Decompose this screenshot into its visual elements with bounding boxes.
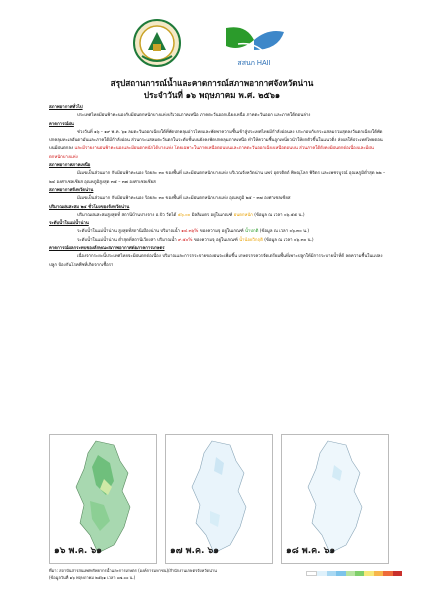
section-heading-river-level: ระดับน้ำในแม่น้ำน่าน: [49, 221, 89, 227]
source-footnote: [49, 567, 299, 581]
section-heading-rain24: ปริมาณฝนสะสม ๒๔ ชั่วโมงของจังหวัดน่าน: [49, 204, 130, 210]
section-text-agri: เนื่องจากระยะนี้ประเทศไทยจะมีฝนตกต่อเนื่อง ปริมาณและการกระจายของฝนจะเพิ่มขึ้น เกษตรกรควรจัดเตรียมพื้นที่เพาะปลูกให้มีการระบายน้ำที่ดี ลดความชื้นในแปลงปลูก ป้องกันโรคพืชที่เกิดจากเชื้อรา: [49, 254, 383, 268]
provincial-seal-logo: [132, 18, 182, 68]
level-up-text-c: (ข้อมูล ณ เวลา ๐๖.๓๐ น.): [259, 229, 310, 235]
section-heading-forecast: คาดการณ์ฝน: [49, 121, 74, 127]
footnote-date: (ข้อมูลวันที่ ๑๖ พฤษภาคม ๒๕๖๑ เวลา ๐๗.๐๐ น.): [49, 575, 136, 580]
map-date-label: ๑๘ พ.ค. ๖๑: [286, 546, 336, 556]
page-title: [0, 77, 424, 101]
section-text-level-up: [49, 228, 387, 236]
section-text-level-down: [49, 237, 387, 245]
forecast-map-day3: [281, 434, 389, 564]
footnote-source: ที่มา: สถาบันสารสนเทศทรัพยากรน้ำและการเกษตร (องค์การมหาชน)/สำนักงานเกษตรจังหวัดน่าน: [49, 568, 217, 573]
level-down-text-c: (ข้อมูล ณ เวลา ๐๖.๓๐ น.): [264, 237, 314, 243]
level-down-value: ๙.๕๐%: [178, 237, 193, 243]
legend-color-bar: [306, 571, 402, 576]
forecast-map-day2: [165, 434, 273, 564]
section-text-nan: มีเมฆเป็นส่วนมาก กับมีฝนฟ้าคะนอง ร้อยละ ๓๐ ของพื้นที่ และมีฝนตกหนักบางแห่ง อุณหภูมิ ๒๕ – ๓๗ องศาเซลเซียส: [77, 196, 291, 202]
page-title-date: ประจำวันที่ ๑๖ พฤษภาคม พ.ศ. ๒๕๖๑: [143, 90, 281, 100]
section-text-north: มีเมฆเป็นส่วนมาก กับมีฝนฟ้าคะนอง ร้อยละ ๓๐ ของพื้นที่ และมีฝนตกหนักบางแห่ง บริเวณจังหวัดน่าน แพร่ อุตรดิตถ์ พิษณุโลก พิจิตร และเพชรบูรณ์ อุณหภูมิต่ำสุด ๒๒ – ๒๔ องศาเซลเซียส อุณหภูมิสูงสุด ๓๕ – ๓๗ องศาเซลเซียส: [49, 171, 386, 185]
map-date-label: ๑๗ พ.ค. ๖๑: [170, 546, 219, 556]
forecast-map-day1: [49, 434, 157, 564]
level-down-text-b: ของความจุ อยู่ในเกณฑ์: [193, 237, 238, 243]
rain-forecast-maps: [49, 434, 387, 564]
level-up-level: น้ำปกติ: [244, 229, 259, 235]
section-text-general: ประเทศไทยมีฝนฟ้าคะนองกับมีฝนตกหนักบางแห่งบริเวณภาคเหนือ ภาคตะวันออกเฉียงเหนือ ภาคตะวันออก และภาคใต้ตอนล่าง: [77, 113, 311, 119]
map-date-label: ๑๖ พ.ค. ๖๑: [54, 546, 102, 556]
page-title-line1: สรุปสถานการณ์น้ำและคาดการณ์สภาพอากาศจังหวัดน่าน: [110, 78, 314, 88]
section-heading-general: สภาพอากาศทั่วไป: [49, 105, 83, 110]
section-text-forecast: [49, 129, 387, 162]
section-heading-north: สภาพอากาศภาคเหนือ: [49, 163, 91, 169]
rain24-text-c: (ข้อมูล ณ เวลา ๐๖.๕๕ น.): [254, 212, 305, 218]
section-heading-agri: คาดการณ์ผลกระทบของลักษณะสภาพอากาศต่อภาคการเกษตร: [49, 246, 165, 252]
forecast-text-a: ช่วงวันที่ ๑๖ – ๑๙ พ.ค. ๖๑ ลมตะวันออกเฉียงใต้ที่พัดปกคลุมอ่าวไทยและพัดพาความชื้นเข้าสู่ประเทศไทยมีกำลังอ่อนลง ประกอบกับกระแสลมรวมสุดลงวันตกเฉียงใต้พัดปกคลุมทะเลอันดามันและภาคใต้มีกำลังอ่อน ส่วนกระแสลมตะวันตกในระดับชั้นบนยังคงพัดปกคลุมภาคเหนือ ทำให้ความชื้นถูกเหนี่ยวนำให้ยกตัวขึ้นในแนวดิ่ง ส่งผลให้ประเทศไทยตอนบนมีฝนตกลง: [49, 129, 383, 152]
report-body: [49, 104, 387, 270]
haii-logo: [218, 22, 290, 70]
level-up-text-a: ระดับน้ำในแม่น้ำน่าน สูงสุดที่สถานีเมืองน่าน ปริมาณน้ำ: [77, 229, 180, 235]
rain24-level: ฝนตกหนัก: [233, 212, 253, 218]
rain24-value: ๕๖.๐๐: [177, 212, 191, 218]
header-logos: [0, 18, 424, 70]
section-heading-nan: สภาพอากาศจังหวัดน่าน: [49, 187, 94, 193]
level-down-text-a: ระดับน้ำในแม่น้ำน่าน ต่ำสุดที่สถานีเวียงสา ปริมาณน้ำ: [77, 237, 177, 243]
rain24-text-a: ปริมาณฝนสะสมสูงสุดที่ สถานีบ้านปางจาง อ.ปัว วัดได้: [77, 212, 177, 218]
level-up-value: ๑๔.๓๖%: [181, 229, 199, 235]
level-down-level: น้ำน้อยวิกฤติ: [239, 237, 263, 243]
section-text-rain24: [49, 212, 387, 220]
forecast-text-b: และมีรายงานฝนฟ้าคะนองและมีฝนตกหนักได้บางแห่ง โดยเฉพาะในภาคเหนือตอนบนและภาคตะวันออกเฉียงเหนือตอนบน ส่วนภาคใต้ยังคงมีฝนตกต่อเนื่องและมีฝนตกหนักบางแห่ง: [49, 146, 374, 160]
rain24-text-b: มิลลิเมตร อยู่ในเกณฑ์: [191, 212, 233, 218]
rain-color-legend: [306, 571, 402, 576]
level-up-text-b: ของความจุ อยู่ในเกณฑ์: [199, 229, 244, 235]
haii-logo-caption: สสนก HAII: [237, 60, 271, 67]
